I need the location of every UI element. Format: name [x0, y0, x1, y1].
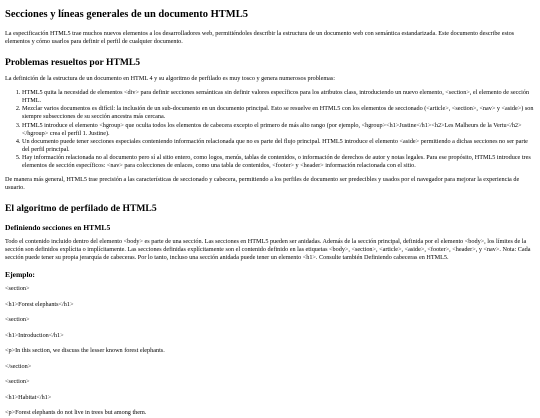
intro-paragraph: La especificación HTML5 trae muchos nuevos elementos a los desarrolladores web, permitiéndoles describir la estructura de un documento web con semántica estandarizada. Este documento describe estos elementos y cómo usarlos para definir el perfil de cualquier documento.: [5, 29, 515, 45]
list-item: 2. Mezclar varios documentos es difícil: la inclusión de un sub-documento en un documento principal. Esto se resuelve en HTML5 con los elementos de seccionado (<article>, <section>, <nav> y <aside>) son siempre subsecciones de su sección ancestra más cercana.: [22, 105, 534, 121]
list-item: 5. Hay información relacionada no al documento pero sí al sitio entero, como logos, menús, tablas de contenidos, o información de derechos de autor y notas legales. Para ese propósito, HTML5 introduce tres elementos de sección específicos: <nav> para colecciones de enlaces, como una tabla de contenidos, <footer> y <header> información relacionada con el sitio.: [22, 154, 534, 170]
subheading-defining-sections: Definiendo secciones en HTML5: [5, 222, 111, 232]
list-item: 3. HTML5 introduce el elemento <hgroup> que oculta todos los elementos de cabecera excepto el primero de más alto rango (por ejemplo, <hgroup><h1>Justine</h1><h2>Les Malheurs de la Vertu</h2></hgroup> crea el perfil 1. Justine).: [22, 122, 534, 138]
defining-sections-paragraph: Todo el contenido incluido dentro del elemento <body> es parte de una sección. Las secciones en HTML5 pueden ser anidadas. Además de la sección principal, definida por el elemento <body>, los límites de la sección son definidos explícita o implícitamente. Las secciones definidas explícitamente son el contenido definido en las etiquetas <body>, <section>, <article>, <aside>, <footer>, <header>, y <nav>. Nota: Cada sección puede tener su propia jerarquía de cabeceras. Por lo tanto, incluso una sección anidada puede tener un elemento <h1>. Consulte también Definiendo cabeceras en HTML5.: [5, 237, 531, 261]
example-heading: Ejemplo:: [5, 269, 35, 279]
example-code: [5, 285, 534, 418]
code-line: <h1>Introduction</h1>: [5, 331, 64, 339]
page-title: Secciones y líneas generales de un documento HTML5: [5, 9, 248, 20]
code-line: <h1>Habitat</h1>: [5, 393, 52, 401]
code-line: <section>: [5, 284, 30, 292]
code-line: <section>: [5, 378, 30, 386]
problems-list: [5, 89, 534, 170]
code-line: <h1>Forest elephants</h1>: [5, 300, 74, 308]
section-heading-algorithm: El algoritmo de perfilado de HTML5: [5, 203, 157, 215]
code-line: <p>In this section, we discuss the lesser known forest elephants.: [5, 347, 165, 355]
problems-closing-paragraph: De manera más general, HTML5 trae precisión a las características de seccionado y cabecera, permitiendo a los perfiles de documento ser predecibles y usados por el navegador para mejorar la experiencia de usuario.: [5, 175, 520, 191]
code-line: <p>Forest elephants do not live in trees but among them.: [5, 409, 147, 417]
section-heading-problems: Problemas resueltos por HTML5: [5, 56, 141, 68]
list-item: 4. Un documento puede tener secciones especiales conteniendo información relacionada que no es parte del flujo principal. HTML5 introduce el elemento <aside> permitiendo a dichas secciones no ser parte del perfil principal.: [22, 138, 534, 154]
code-line: </section>: [5, 362, 32, 370]
code-line: <section>: [5, 316, 30, 324]
list-item: 1. HTML5 quita la necesidad de elementos <div> para definir secciones semánticas sin definir valores específicos para los atributos class, introduciendo un nuevo elemento, <section>, el elemento de sección HTML.: [22, 89, 534, 105]
problems-lead-paragraph: La definición de la estructura de un documento en HTML 4 y su algoritmo de perfilado es muy tosco y genera numerosos problemas:: [5, 75, 336, 83]
